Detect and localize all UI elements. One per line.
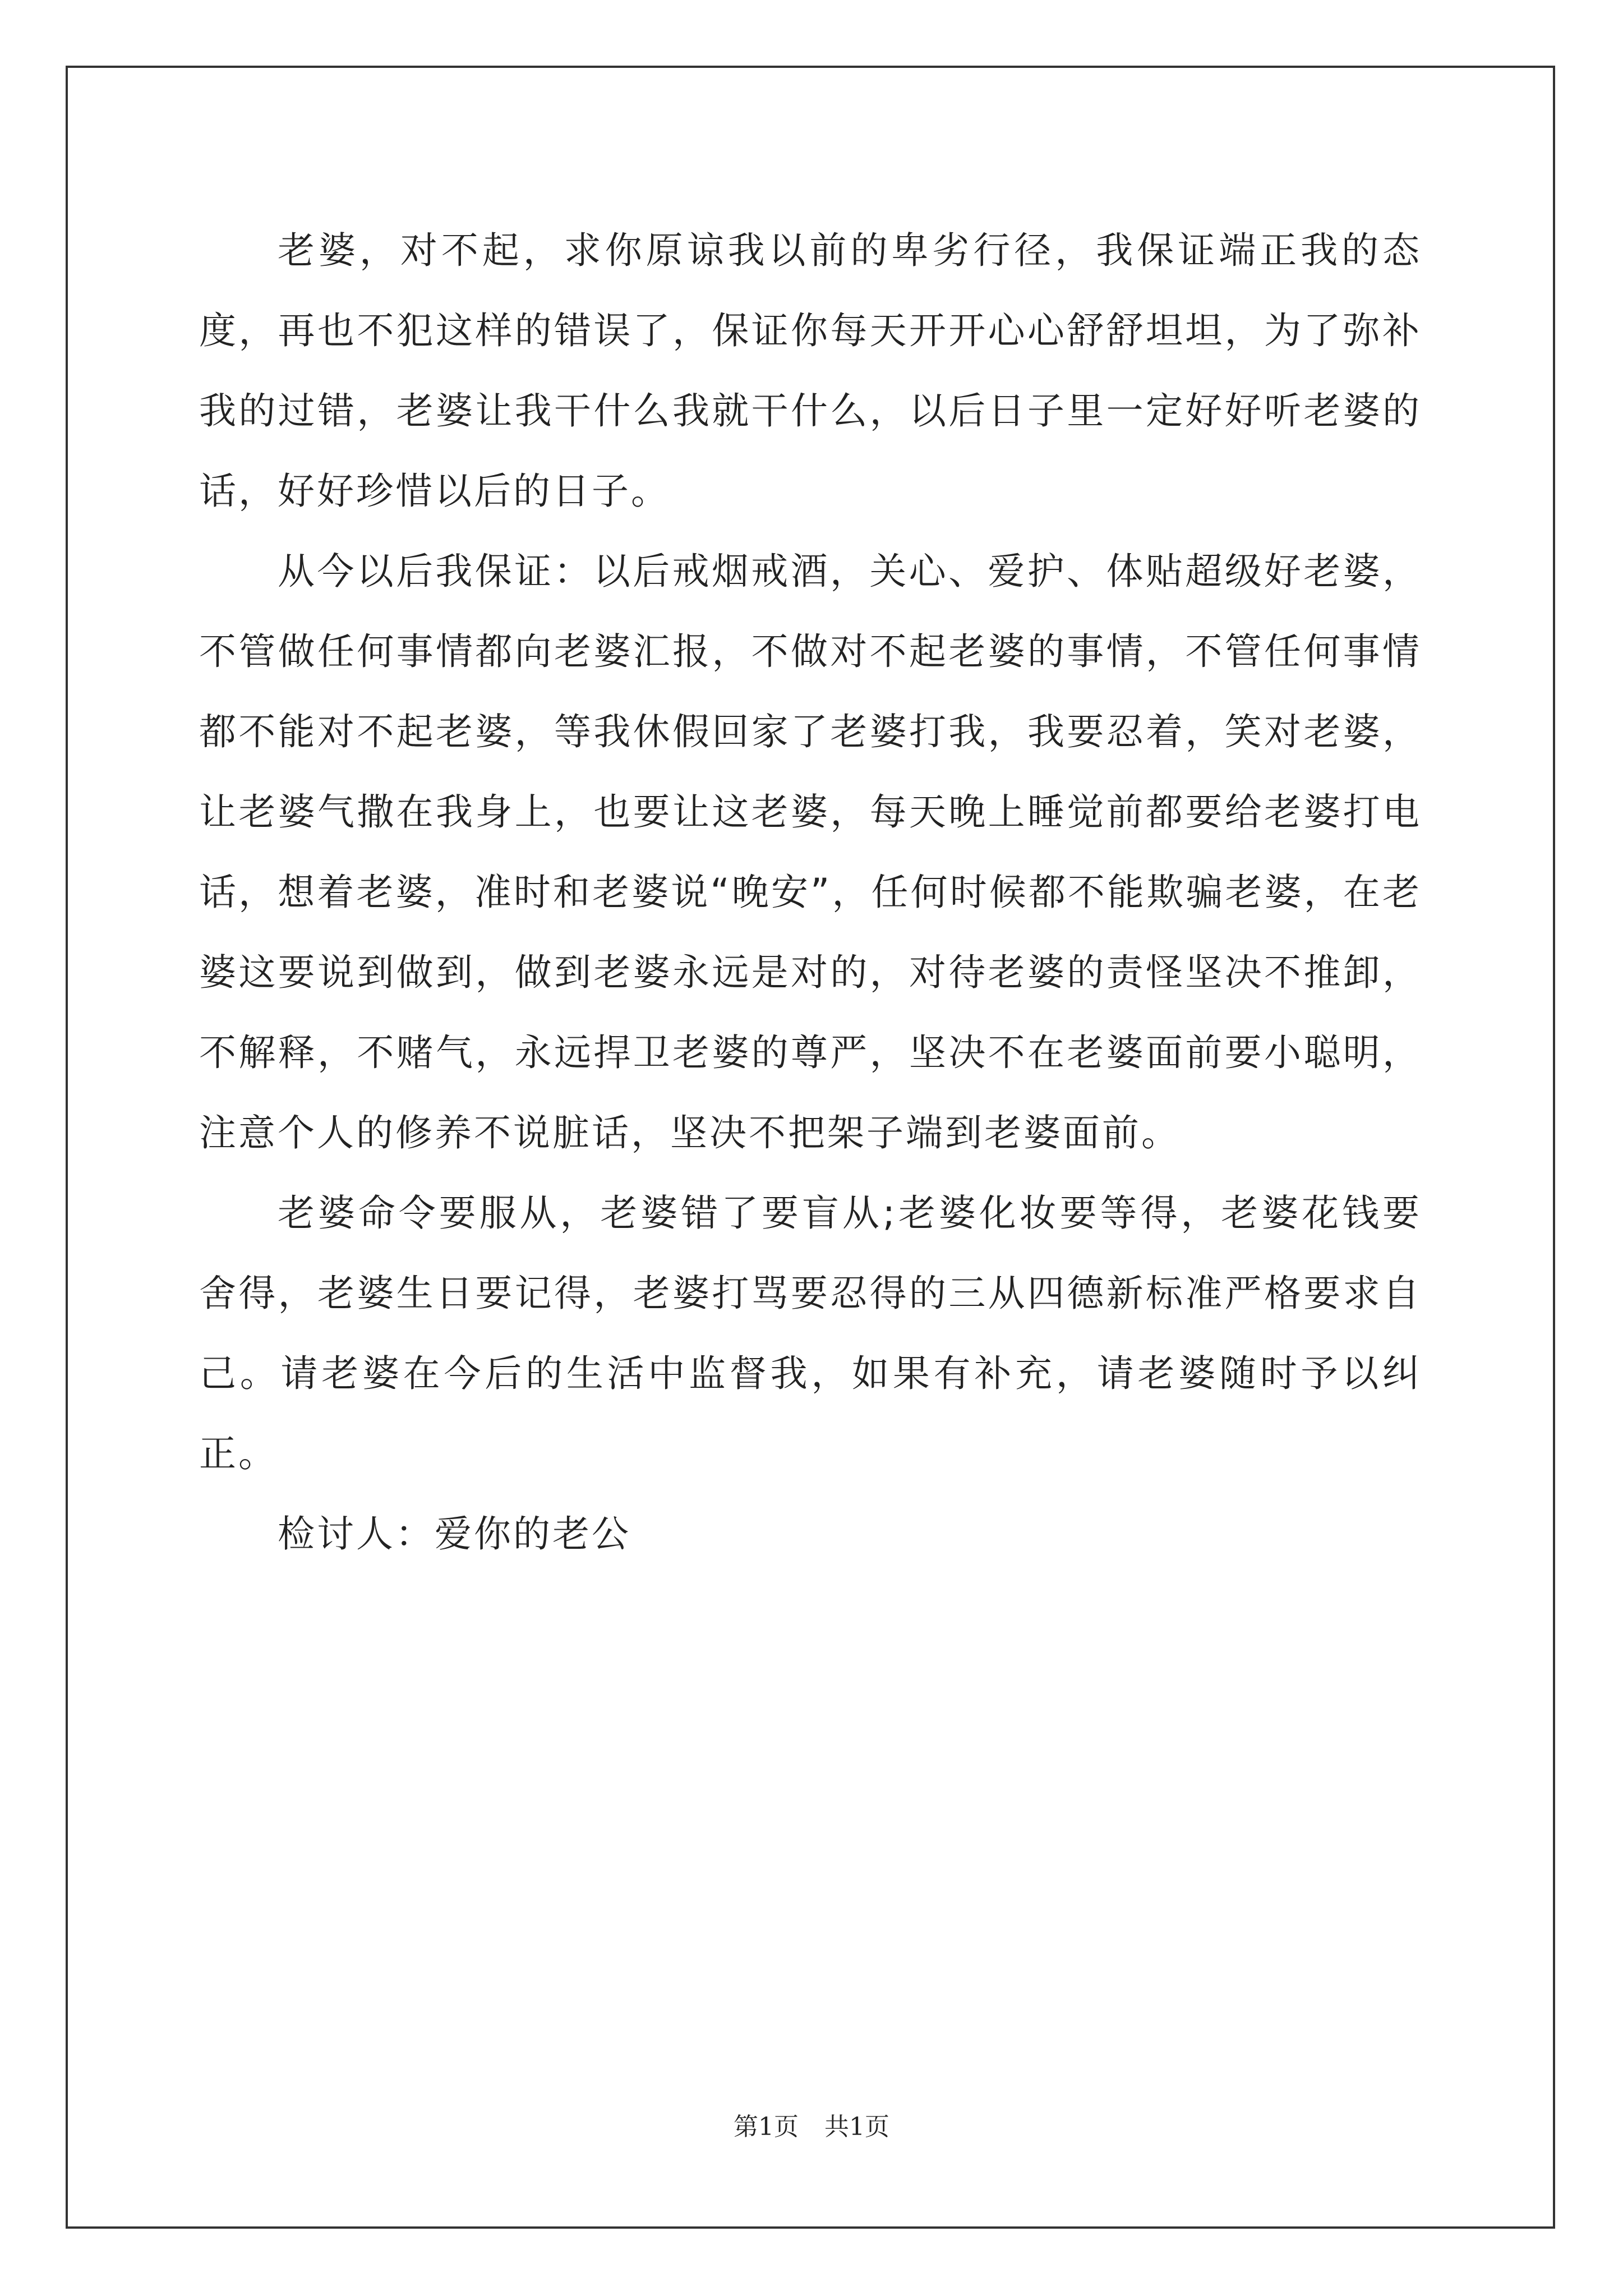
signature-line: 检讨人：爱你的老公 [278,1512,631,1556]
page-footer [0,2106,1623,2142]
paragraph-apology: 老婆，对不起，求你原谅我以前的卑劣行径，我保证端正我的态度，再也不犯这样的错误了，保证你每天开开心心舒舒坦坦，为了弥补我的过错，老婆让我干什么我就干什么，以后日子里一定好好听老婆的话，好好珍惜以后的日子。 [199,229,1422,513]
page-number: 第1页 [734,2113,799,2141]
document-body [199,210,1422,1574]
paragraph-promises: 从今以后我保证：以后戒烟戒酒，关心、爱护、体贴超级好老婆，不管做任何事情都向老婆汇报，不做对不起老婆的事情，不管任何事情都不能对不起老婆，等我休假回家了老婆打我，我要忍着，笑对老婆，让老婆气撒在我身上，也要让这老婆，每天晚上睡觉前都要给老婆打电话，想着老婆，准时和老婆说“晚安”，任何时候都不能欺骗老婆，在老婆这要说到做到，做到老婆永远是对的，对待老婆的责怪坚决不推卸，不解释，不赌气，永远捍卫老婆的尊严，坚决不在老婆面前要小聪明，注意个人的修养不说脏话，坚决不把架子端到老婆面前。 [199,550,1422,1154]
paragraph-rules: 老婆命令要服从，老婆错了要盲从;老婆化妆要等得，老婆花钱要舍得，老婆生日要记得，老婆打骂要忍得的三从四德新标准严格要求自己。请老婆在今后的生活中监督我，如果有补充，请老婆随时予以纠正。 [199,1191,1422,1475]
page-total: 共1页 [824,2113,889,2141]
